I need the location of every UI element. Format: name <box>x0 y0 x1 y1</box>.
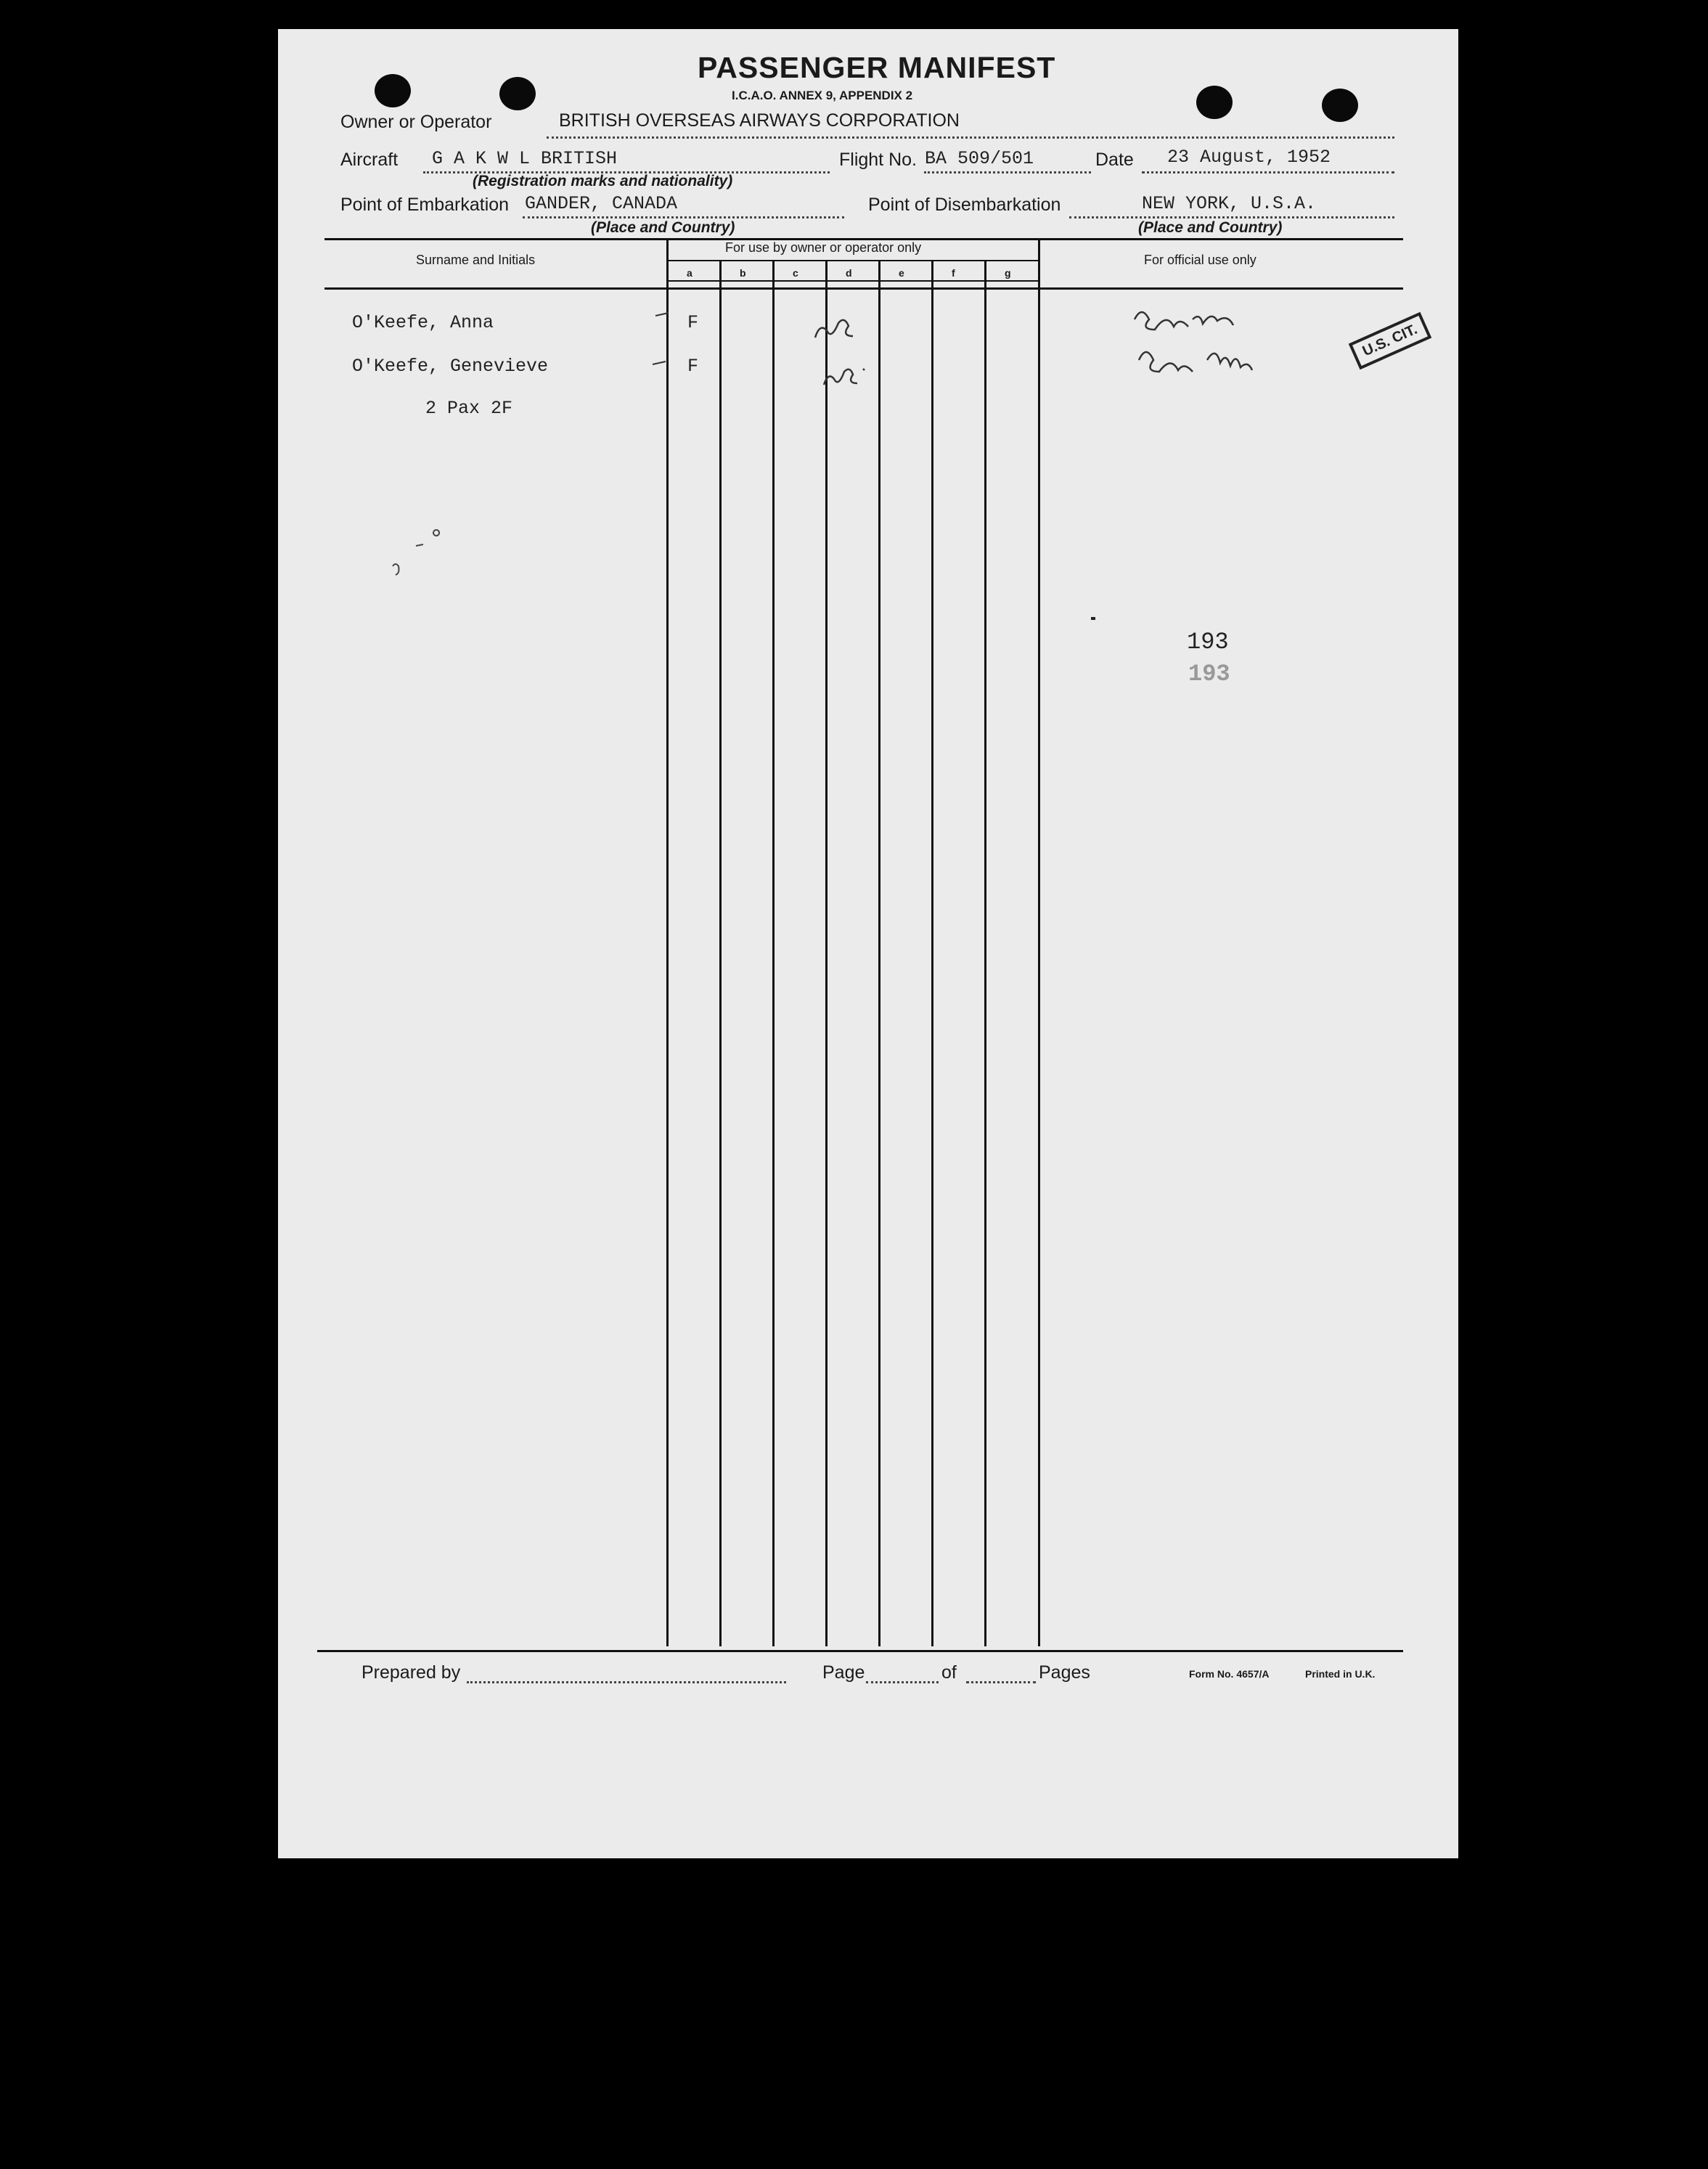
passenger-summary: 2 Pax 2F <box>425 398 513 419</box>
operator-header: For use by owner or operator only <box>725 240 922 255</box>
aircraft-value: G A K W L BRITISH <box>432 148 618 169</box>
disembark-value: NEW YORK, U.S.A. <box>1142 193 1317 214</box>
passenger-name: O'Keefe, Genevieve <box>352 356 549 377</box>
us-citizen-stamp: U.S. CIT. <box>1349 312 1432 370</box>
owner-value: BRITISH OVERSEAS AIRWAYS CORPORATION <box>559 110 960 131</box>
form-number: Form No. 4657/A <box>1189 1668 1270 1680</box>
form-subtitle: I.C.A.O. ANNEX 9, APPENDIX 2 <box>732 89 913 102</box>
column-letter-e: e <box>899 267 904 279</box>
page-dotted-line <box>866 1681 939 1683</box>
page-number-faded: 193 <box>1188 661 1230 687</box>
form-title: PASSENGER MANIFEST <box>698 51 1056 84</box>
column-letter-g: g <box>1005 267 1011 279</box>
page-number: 193 <box>1187 629 1229 655</box>
surname-header: Surname and Initials <box>416 253 536 267</box>
column-letter-b: b <box>740 267 746 279</box>
disembark-place-note: (Place and Country) <box>1138 219 1283 236</box>
column-letter-f: f <box>952 267 955 279</box>
official-header: For official use only <box>1144 253 1257 267</box>
passenger-name: O'Keefe, Anna <box>352 312 494 333</box>
embark-value: GANDER, CANADA <box>525 193 678 214</box>
footer-rule <box>317 1650 1403 1652</box>
date-value: 23 August, 1952 <box>1167 147 1331 168</box>
handwritten-marks <box>278 29 1458 1858</box>
aircraft-label: Aircraft <box>340 150 399 170</box>
printed-in: Printed in U.K. <box>1305 1668 1376 1680</box>
prepared-by-label: Prepared by <box>361 1662 461 1683</box>
of-label: of <box>941 1662 957 1683</box>
registration-note: (Registration marks and nationality) <box>473 173 733 189</box>
flight-label: Flight No. <box>839 150 917 170</box>
embark-place-note: (Place and Country) <box>591 219 735 236</box>
of-dotted-line <box>966 1681 1036 1683</box>
manifest-page <box>278 29 1458 1858</box>
pages-label: Pages <box>1039 1662 1090 1683</box>
prepared-by-dotted-line <box>467 1681 786 1683</box>
flight-value: BA 509/501 <box>925 148 1034 169</box>
disembark-label: Point of Disembarkation <box>868 195 1061 215</box>
page-label: Page <box>822 1662 865 1683</box>
column-letter-d: d <box>846 267 852 279</box>
passenger-sex: F <box>687 356 699 377</box>
column-letter-c: c <box>793 267 798 279</box>
embark-label: Point of Embarkation <box>340 195 510 215</box>
owner-label: Owner or Operator <box>340 112 492 132</box>
column-letter-a: a <box>687 267 692 279</box>
date-label: Date <box>1095 150 1134 170</box>
passenger-sex: F <box>687 312 699 333</box>
